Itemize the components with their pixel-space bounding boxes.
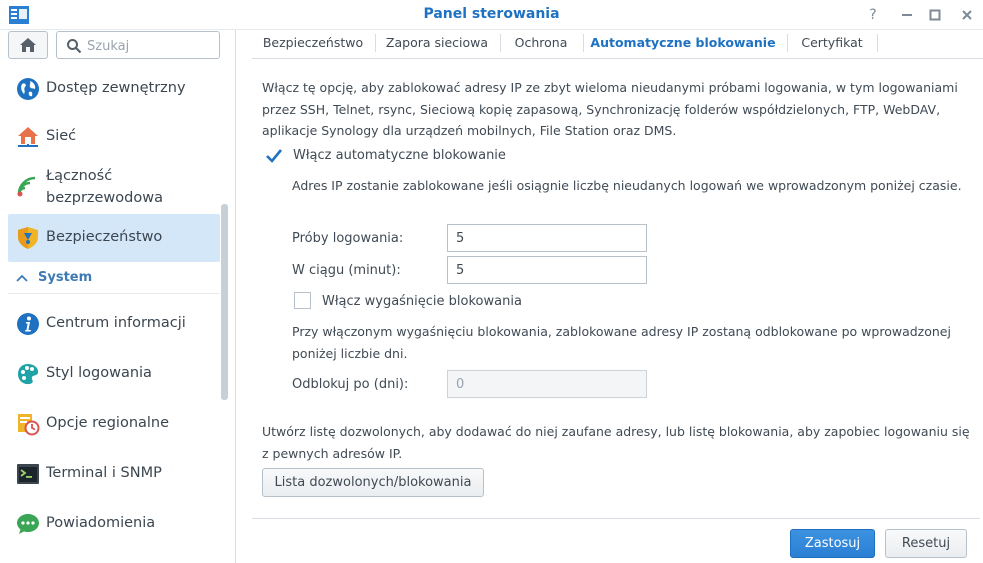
maximize-icon[interactable] bbox=[924, 4, 946, 26]
sidebar-item-label: Sieć bbox=[46, 128, 77, 144]
search-box[interactable] bbox=[56, 31, 220, 59]
apply-button[interactable]: Zastosuj bbox=[790, 529, 875, 558]
tab-separator bbox=[877, 34, 878, 52]
network-house-icon bbox=[16, 125, 40, 149]
tab-firewall[interactable]: Zapora sieciowa bbox=[385, 35, 489, 50]
reset-button[interactable]: Resetuj bbox=[885, 529, 967, 558]
wifi-icon bbox=[16, 175, 40, 199]
allow-block-list-button[interactable]: Lista dozwolonych/blokowania bbox=[262, 468, 484, 497]
minimize-icon[interactable] bbox=[896, 4, 918, 26]
tab-separator bbox=[787, 34, 788, 52]
search-icon bbox=[66, 38, 82, 54]
sidebar-item-label: Bezpieczeństwo bbox=[46, 229, 163, 245]
tab-separator bbox=[375, 34, 376, 52]
window-title: Panel sterowania bbox=[423, 6, 560, 22]
tab-separator bbox=[500, 34, 501, 52]
tab-separator bbox=[583, 34, 584, 52]
sidebar-item-label: Terminal i SNMP bbox=[46, 465, 162, 481]
search-input[interactable] bbox=[87, 36, 215, 56]
unblock-days-label: Odblokuj po (dni): bbox=[292, 377, 409, 392]
auto-block-description: Włącz tę opcję, aby zablokować adresy IP ze zbyt wieloma nieudanymi próbami logowania, w tym logowaniami przez SSH, Telnet, rsync, Sieciową kopię zapasową, Synchronizację folderów współdzielonych, FTP, WebDAV, aplikacje Synology dla urządzeń mobilnych, File Station oraz DMS. bbox=[262, 80, 958, 138]
unblock-days-field[interactable] bbox=[447, 370, 647, 398]
regional-clock-icon bbox=[16, 412, 40, 436]
home-icon bbox=[19, 37, 37, 53]
sidebar-item-notifications[interactable] bbox=[8, 505, 220, 543]
allow-block-list-description: Utwórz listę dozwolonych, aby dodawać do niej zaufane adresy, lub listę blokowania, aby zapobiec logowaniu się z pewnych adresów IP. bbox=[262, 424, 970, 461]
sidebar-item-info-center[interactable] bbox=[8, 305, 220, 343]
tab-bar bbox=[252, 30, 983, 59]
sidebar-item-label-line2: bezprzewodowa bbox=[46, 190, 163, 206]
expiry-description: Przy włączonym wygaśnięciu blokowania, zablokowane adresy IP zostaną odblokowane po wprowadzonej poniżej liczbie dni. bbox=[292, 324, 951, 361]
tab-certificate[interactable]: Certyfikat bbox=[801, 35, 863, 50]
section-header-system[interactable] bbox=[8, 268, 220, 294]
sidebar-item-security[interactable] bbox=[8, 214, 220, 262]
sidebar-item-label: Styl logowania bbox=[46, 365, 152, 381]
close-icon[interactable] bbox=[956, 4, 978, 26]
sidebar-item-label: Dostęp zewnętrzny bbox=[46, 80, 186, 96]
sidebar-item-label-line1: Łączność bbox=[46, 168, 113, 184]
sidebar-item-terminal-snmp[interactable] bbox=[8, 455, 220, 493]
login-attempts-field[interactable] bbox=[447, 224, 647, 252]
enable-expiry-checkbox[interactable] bbox=[294, 292, 311, 309]
terminal-icon bbox=[16, 462, 40, 486]
globe-icon bbox=[16, 77, 40, 101]
sidebar-item-login-style[interactable] bbox=[8, 355, 220, 393]
block-rule-description: Adres IP zostanie zablokowane jeśli osiągnie liczbę nieudanych logowań we wprowadzonym poniżej czasie. bbox=[292, 178, 962, 193]
within-minutes-field[interactable] bbox=[447, 256, 647, 284]
tab-security[interactable]: Bezpieczeństwo bbox=[262, 35, 364, 50]
sidebar-item-wireless[interactable] bbox=[8, 164, 220, 210]
footer-divider bbox=[252, 518, 980, 519]
palette-icon bbox=[16, 362, 40, 386]
login-attempts-label: Próby logowania: bbox=[292, 231, 404, 246]
chat-bubble-icon bbox=[16, 512, 40, 536]
info-icon bbox=[16, 312, 40, 336]
enable-expiry-label[interactable]: Włącz wygaśnięcie blokowania bbox=[322, 294, 522, 309]
enable-autoblock-checkbox[interactable] bbox=[265, 147, 282, 164]
sidebar-item-label: Centrum informacji bbox=[46, 315, 186, 331]
help-icon[interactable]: ? bbox=[869, 7, 877, 23]
chevron-up-icon bbox=[16, 272, 28, 284]
sidebar-item-external-access[interactable] bbox=[8, 70, 220, 108]
within-minutes-label: W ciągu (minut): bbox=[292, 263, 401, 278]
sidebar-item-network[interactable] bbox=[8, 118, 220, 156]
title-bar bbox=[0, 0, 983, 30]
enable-autoblock-label[interactable]: Włącz automatyczne blokowanie bbox=[293, 148, 506, 163]
section-label: System bbox=[38, 270, 93, 285]
sidebar bbox=[0, 30, 236, 563]
sidebar-item-regional-options[interactable] bbox=[8, 405, 220, 443]
home-button[interactable] bbox=[8, 31, 48, 59]
tab-auto-block[interactable]: Automatyczne blokowanie bbox=[590, 35, 776, 50]
sidebar-item-label: Opcje regionalne bbox=[46, 415, 170, 431]
sidebar-scrollbar[interactable] bbox=[221, 204, 228, 400]
sidebar-item-label: Powiadomienia bbox=[46, 515, 156, 531]
tab-protection[interactable]: Ochrona bbox=[514, 35, 568, 50]
shield-icon bbox=[16, 226, 40, 250]
